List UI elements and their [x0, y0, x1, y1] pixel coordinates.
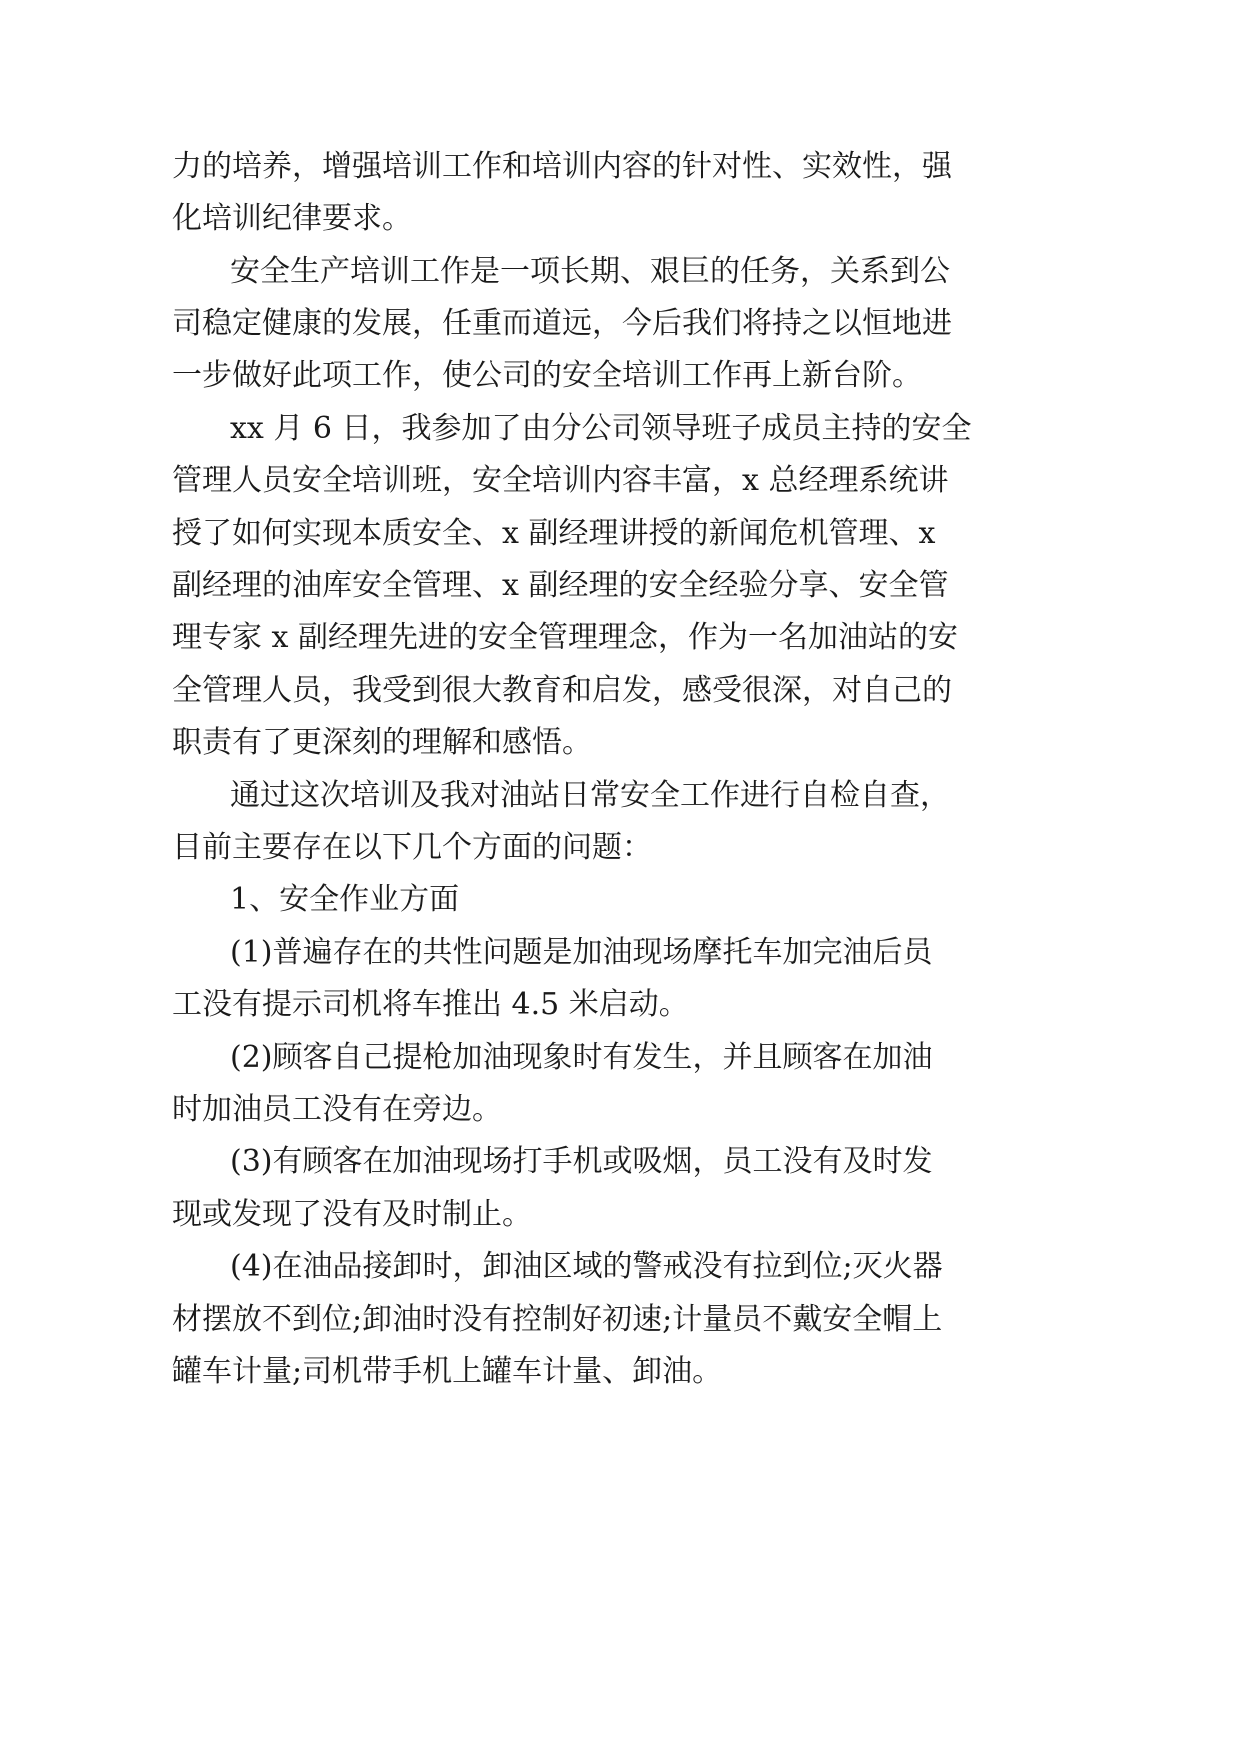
text-line: xx 月 6 日，我参加了由分公司领导班子成员主持的安全	[230, 411, 972, 446]
text-line: (2)顾客自己提枪加油现象时有发生，并且顾客在加油	[230, 1040, 933, 1075]
text-line: 理专家 x 副经理先进的安全管理理念，作为一名加油站的安	[172, 620, 958, 655]
text-line: 工没有提示司机将车推出 4.5 米启动。	[172, 987, 689, 1022]
text-line: 安全生产培训工作是一项长期、艰巨的任务，关系到公	[230, 254, 950, 289]
text-line: (4)在油品接卸时，卸油区域的警戒没有拉到位;灭火器	[230, 1249, 943, 1284]
text-line: (1)普遍存在的共性问题是加油现场摩托车加完油后员	[230, 935, 933, 970]
text-line: 授了如何实现本质安全、x 副经理讲授的新闻危机管理、x	[172, 516, 936, 551]
text-line: 时加油员工没有在旁边。	[172, 1092, 502, 1127]
text-line: 职责有了更深刻的理解和感悟。	[172, 725, 592, 760]
text-line: 化培训纪律要求。	[172, 201, 412, 236]
text-line: 司稳定健康的发展，任重而道远，今后我们将持之以恒地进	[172, 306, 952, 341]
text-line: 材摆放不到位;卸油时没有控制好初速;计量员不戴安全帽上	[172, 1302, 943, 1337]
text-line: 管理人员安全培训班，安全培训内容丰富，x 总经理系统讲	[172, 463, 949, 498]
text-line: 罐车计量;司机带手机上罐车计量、卸油。	[172, 1354, 723, 1389]
text-line: (3)有顾客在加油现场打手机或吸烟，员工没有及时发	[230, 1144, 933, 1179]
text-line: 一步做好此项工作，使公司的安全培训工作再上新台阶。	[172, 358, 922, 393]
text-line: 1、安全作业方面	[230, 882, 460, 917]
text-line: 目前主要存在以下几个方面的问题：	[172, 830, 652, 865]
text-line: 现或发现了没有及时制止。	[172, 1197, 532, 1232]
text-line: 通过这次培训及我对油站日常安全工作进行自检自查，	[230, 778, 950, 813]
text-line: 全管理人员，我受到很大教育和启发，感受很深，对自己的	[172, 673, 952, 708]
text-line: 力的培养，增强培训工作和培训内容的针对性、实效性，强	[172, 149, 952, 184]
text-line: 副经理的油库安全管理、x 副经理的安全经验分享、安全管	[172, 568, 949, 603]
